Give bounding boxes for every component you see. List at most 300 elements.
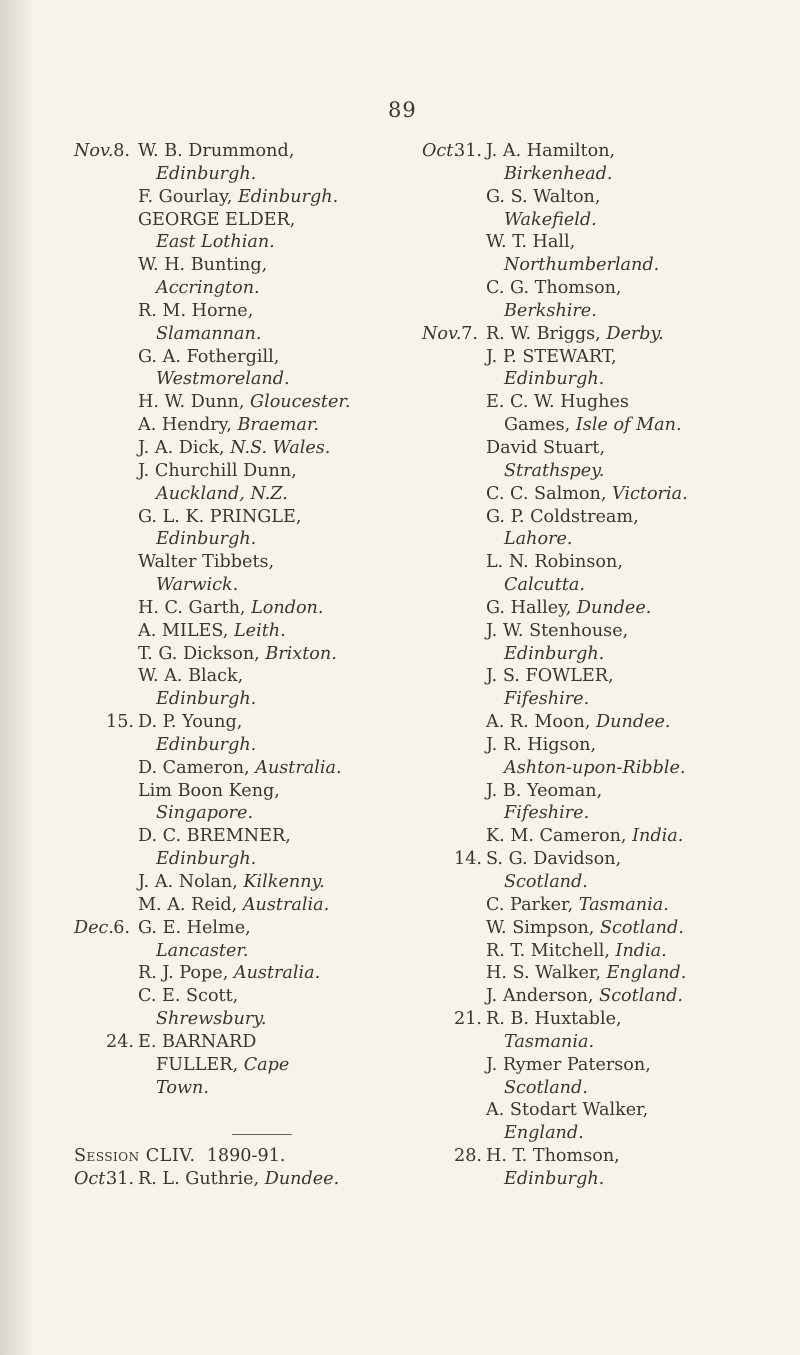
entry-text — [486, 346, 617, 369]
entry-month — [422, 802, 454, 825]
entry-line — [74, 391, 350, 414]
entry-text — [486, 894, 669, 917]
entry-name: A. R. Moon, — [486, 712, 597, 733]
entry-place: Derby. — [606, 323, 664, 344]
entry-name: W. B. Drummond, — [138, 141, 295, 161]
entry-month — [422, 1145, 454, 1168]
entry-month — [74, 734, 106, 757]
entry-name: R. L. Guthrie, — [138, 1168, 265, 1189]
entry-line — [74, 917, 350, 940]
entry-day — [106, 231, 138, 254]
entry-line — [74, 140, 350, 163]
entry-month: Nov. — [422, 323, 462, 344]
entry-place: England. — [504, 1123, 584, 1144]
entry-text — [138, 391, 350, 414]
entry-day — [106, 209, 138, 232]
entry-text — [486, 506, 639, 529]
entry-day — [454, 688, 486, 711]
entry-day — [106, 414, 138, 437]
entry-text — [486, 209, 597, 232]
entry-line — [74, 483, 350, 506]
entry-month — [74, 414, 106, 437]
entry-text — [138, 1168, 339, 1191]
entry-day: 24. — [106, 1031, 134, 1052]
entry-place: Australia. — [255, 757, 342, 778]
entry-day — [454, 231, 486, 254]
entry-text — [138, 186, 338, 209]
entry-month — [422, 368, 454, 391]
entry-line — [422, 506, 688, 529]
entry-month — [422, 665, 454, 688]
entry-line — [74, 665, 350, 688]
entry-month — [422, 757, 454, 780]
entry-line — [422, 346, 688, 369]
entry-place: Gloucester. — [250, 392, 351, 413]
entry-line — [422, 460, 688, 483]
entry-month — [422, 506, 454, 529]
entry-month — [74, 186, 106, 209]
entry-day — [454, 186, 486, 209]
entry-month — [422, 1122, 454, 1145]
entry-name: E. C. W. Hughes — [486, 392, 629, 413]
entry-name: K. M. Cameron, — [486, 826, 633, 847]
entry-text — [138, 780, 280, 803]
entry-text — [486, 665, 614, 688]
entry-day — [454, 665, 486, 688]
entry-day — [454, 1099, 486, 1122]
entry-place: India. — [615, 940, 667, 961]
entry-month: Dec. — [74, 917, 114, 938]
entry-text — [138, 1008, 267, 1031]
entry-name: G. L. K. PRINGLE, — [138, 506, 302, 527]
entry-day — [106, 277, 138, 300]
entry-day: 8. — [113, 141, 130, 161]
entry-line — [74, 848, 350, 871]
entry-day — [454, 300, 486, 323]
entry-text — [138, 643, 337, 666]
entry-place: Cape — [243, 1054, 290, 1075]
entry-line — [422, 917, 688, 940]
entry-line — [74, 551, 350, 574]
entry-place: Fifeshire. — [504, 803, 590, 824]
entry-month — [74, 871, 106, 894]
entry-month — [422, 186, 454, 209]
page-edge-shadow — [0, 0, 34, 1355]
entry-name: C. E. Scott, — [138, 986, 239, 1007]
entry-name: W. Simpson, — [486, 917, 600, 938]
entry-line — [422, 711, 688, 734]
entry-name: D. P. Young, — [138, 712, 243, 733]
entry-place: Edinburgh. — [504, 369, 605, 390]
entry-place: London. — [251, 597, 324, 618]
entry-line — [74, 985, 350, 1008]
entry-text — [138, 940, 248, 963]
entry-line — [422, 825, 688, 848]
entry-text — [486, 688, 589, 711]
entry-month — [74, 254, 106, 277]
entry-month — [74, 802, 106, 825]
entry-text — [138, 277, 260, 300]
entry-line — [422, 1145, 688, 1168]
entry-day — [106, 780, 138, 803]
entry-line — [74, 277, 350, 300]
entry-line — [422, 894, 688, 917]
entry-name: F. Gourlay, — [138, 186, 238, 207]
entry-name: A. Hendry, — [138, 415, 238, 436]
entry-place: England. — [606, 963, 687, 984]
entry-month — [422, 1008, 454, 1031]
left-column — [74, 140, 350, 1191]
entry-text — [138, 962, 320, 985]
entry-day — [106, 962, 138, 985]
entry-text — [138, 460, 297, 483]
entry-day: 6. — [113, 917, 130, 938]
entry-name: J. S. FOWLER, — [486, 666, 614, 687]
entry-day: 28. — [454, 1146, 482, 1167]
entry-day — [106, 323, 138, 346]
entry-month — [422, 734, 454, 757]
entry-text — [486, 620, 628, 643]
entry-line — [422, 871, 688, 894]
entry-place: Fifeshire. — [504, 689, 590, 710]
entry-line — [74, 894, 350, 917]
entry-month — [74, 985, 106, 1008]
entry-day — [454, 1054, 486, 1077]
right-column — [422, 140, 688, 1191]
entry-text — [486, 825, 683, 848]
entry-day: 21. — [454, 1009, 482, 1030]
entry-month: Oct. — [74, 1168, 111, 1189]
entry-text — [138, 917, 251, 940]
entry-line — [422, 780, 688, 803]
entry-text — [138, 985, 238, 1008]
entry-line — [422, 574, 688, 597]
entry-line — [74, 597, 350, 620]
entry-text — [486, 940, 667, 963]
entry-day — [454, 414, 486, 437]
entry-place: Birkenhead. — [504, 163, 613, 184]
entry-line — [74, 186, 350, 209]
entry-name: J. A. Nolan, — [138, 872, 244, 892]
entry-text — [486, 528, 573, 551]
entry-month — [74, 163, 106, 186]
entry-name: E. BARNARD — [138, 1031, 257, 1052]
entry-text — [486, 1031, 594, 1054]
entry-day: 14. — [454, 849, 482, 870]
entry-place: Shrewsbury. — [156, 1009, 267, 1030]
entry-line — [422, 643, 688, 666]
entry-line — [74, 506, 350, 529]
entry-day — [106, 300, 138, 323]
entry-month — [74, 346, 106, 369]
entry-day — [106, 437, 138, 460]
entry-line — [422, 163, 688, 186]
entry-line — [422, 1054, 688, 1077]
entry-place: Brixton. — [265, 643, 337, 664]
entry-month — [422, 1077, 454, 1100]
entry-place: Isle of Man. — [575, 415, 682, 436]
entry-month — [74, 688, 106, 711]
entry-month — [422, 209, 454, 232]
entry-text — [486, 186, 600, 209]
entry-text — [138, 665, 243, 688]
entry-line — [74, 231, 350, 254]
entry-text — [138, 688, 256, 711]
entry-text — [486, 483, 688, 506]
entry-day — [454, 574, 486, 597]
entry-name: R. W. Briggs, — [486, 323, 607, 344]
entry-name: R. J. Pope, — [138, 963, 234, 984]
entry-day — [106, 528, 138, 551]
entry-line — [422, 186, 688, 209]
entry-day — [454, 757, 486, 780]
entry-day — [454, 643, 486, 666]
entry-line — [422, 962, 688, 985]
entry-month — [422, 940, 454, 963]
entry-text — [486, 140, 615, 163]
entry-day — [454, 209, 486, 232]
entry-month — [74, 368, 106, 391]
entry-day — [106, 254, 138, 277]
entry-line — [74, 711, 350, 734]
entry-line — [74, 1031, 350, 1054]
entry-name: H. C. Garth, — [138, 597, 252, 618]
entry-place: India. — [632, 826, 684, 847]
entry-day — [454, 460, 486, 483]
entry-month — [74, 894, 106, 917]
entry-day — [106, 186, 138, 209]
entry-place: Town. — [156, 1077, 209, 1098]
entry-line — [74, 825, 350, 848]
entry-line — [422, 414, 688, 437]
entry-month — [422, 277, 454, 300]
entry-day — [454, 1077, 486, 1100]
entry-line — [74, 802, 350, 825]
entry-place: Lancaster. — [156, 940, 249, 961]
entry-place: Scotland. — [504, 872, 588, 892]
entry-day — [454, 780, 486, 803]
entry-name: L. N. Robinson, — [486, 552, 623, 573]
entry-text — [138, 871, 325, 894]
entry-text — [486, 460, 604, 483]
entry-day — [106, 825, 138, 848]
entry-month — [422, 574, 454, 597]
entry-text — [138, 414, 319, 437]
entry-name: J. A. Dick, — [138, 437, 231, 458]
entry-text — [486, 551, 623, 574]
entry-day: 7. — [461, 323, 478, 344]
entry-name: J. B. Yeoman, — [486, 780, 603, 801]
entry-day — [454, 940, 486, 963]
entry-day — [454, 437, 486, 460]
entry-place: Dundee. — [264, 1168, 340, 1189]
entry-month — [422, 597, 454, 620]
entry-month — [74, 825, 106, 848]
entry-month — [74, 757, 106, 780]
entry-day — [106, 506, 138, 529]
entry-place: Berkshire. — [504, 300, 597, 321]
entry-month — [74, 209, 106, 232]
entry-text — [486, 597, 651, 620]
entry-line — [422, 665, 688, 688]
entry-month — [422, 780, 454, 803]
entry-text — [486, 757, 686, 780]
entry-day — [454, 962, 486, 985]
entry-month — [422, 711, 454, 734]
entry-name: FULLER, — [156, 1054, 244, 1075]
entry-name: S. G. Davidson, — [486, 849, 622, 870]
entry-text — [486, 323, 664, 346]
entry-line — [74, 757, 350, 780]
entry-name: D. Cameron, — [138, 757, 256, 778]
entry-text — [486, 802, 589, 825]
entry-line — [74, 437, 350, 460]
entry-day — [106, 871, 138, 894]
entry-place: Auckland, N.Z. — [156, 483, 288, 504]
entry-month — [422, 894, 454, 917]
entry-name: J. W. Stenhouse, — [486, 620, 629, 641]
entry-name: H. T. Thomson, — [486, 1146, 620, 1167]
entry-text — [486, 962, 686, 985]
entry-place: Scotland. — [504, 1077, 588, 1098]
entry-month — [74, 665, 106, 688]
entry-place: Singapore. — [156, 803, 254, 824]
entry-day — [106, 1008, 138, 1031]
entry-text — [486, 163, 612, 186]
entry-line — [74, 460, 350, 483]
entry-name: R. M. Horne, — [138, 300, 254, 321]
entry-name: J. Rymer Paterson, — [486, 1054, 651, 1075]
entry-place: Kilkenny. — [243, 872, 325, 892]
entry-text — [486, 1168, 604, 1191]
entry-line — [74, 734, 350, 757]
entry-line — [422, 368, 688, 391]
entry-line — [74, 1168, 350, 1191]
entry-name: J. A. Hamilton, — [486, 141, 616, 161]
entry-month — [422, 871, 454, 894]
entry-day — [106, 163, 138, 186]
entry-place: Edinburgh. — [237, 186, 339, 207]
entry-text — [486, 277, 622, 300]
entry-name: A. Stodart Walker, — [486, 1100, 649, 1121]
entry-name: GEORGE ELDER, — [138, 209, 296, 230]
entry-month — [74, 231, 106, 254]
entry-line — [422, 597, 688, 620]
entry-line — [74, 1008, 350, 1031]
entry-month — [422, 962, 454, 985]
entry-day — [106, 574, 138, 597]
entry-day — [454, 734, 486, 757]
entry-text — [486, 734, 596, 757]
entry-place: Northumberland. — [504, 255, 660, 276]
section-divider — [74, 1122, 350, 1145]
entry-name: A. MILES, — [138, 620, 234, 641]
entry-place: N.S. Wales. — [230, 437, 331, 458]
entry-month — [74, 277, 106, 300]
entry-day — [106, 551, 138, 574]
entry-day: 15. — [106, 712, 134, 733]
entry-month — [74, 848, 106, 871]
entry-month — [422, 231, 454, 254]
entry-month — [422, 825, 454, 848]
entry-place: Braemar. — [237, 415, 319, 436]
entry-text — [138, 231, 275, 254]
entry-text — [138, 346, 279, 369]
entry-place: Wakefield. — [504, 209, 597, 230]
entry-line — [74, 368, 350, 391]
entry-day — [106, 734, 138, 757]
entry-text — [486, 643, 604, 666]
entry-text — [486, 231, 575, 254]
entry-month — [74, 962, 106, 985]
entry-name: J. P. STEWART, — [486, 346, 617, 367]
entry-text — [138, 163, 256, 186]
entry-day — [454, 894, 486, 917]
entry-day — [454, 1168, 486, 1191]
entry-line — [422, 940, 688, 963]
entry-day — [454, 346, 486, 369]
entry-month — [422, 643, 454, 666]
entry-line — [74, 209, 350, 232]
entry-text — [486, 917, 684, 940]
entry-text — [486, 1122, 584, 1145]
entry-text — [138, 300, 253, 323]
entry-month — [74, 1031, 106, 1054]
entry-line — [74, 528, 350, 551]
entry-line — [422, 1168, 688, 1191]
entry-text — [138, 1054, 289, 1077]
entry-day — [454, 528, 486, 551]
entry-text — [138, 1077, 209, 1100]
entry-text — [486, 254, 659, 277]
entry-place: Strathspey. — [504, 460, 605, 481]
entry-day — [106, 483, 138, 506]
entry-line — [422, 734, 688, 757]
entry-month — [74, 597, 106, 620]
entry-line — [74, 574, 350, 597]
entry-text — [486, 437, 605, 460]
entry-text — [486, 574, 585, 597]
entry-line — [422, 231, 688, 254]
entry-line — [422, 391, 688, 414]
entry-day — [454, 620, 486, 643]
entry-day: 31. — [106, 1168, 134, 1189]
entry-text — [138, 825, 291, 848]
entry-name: W. H. Bunting, — [138, 255, 268, 276]
entry-month — [74, 300, 106, 323]
entry-name: Walter Tibbets, — [138, 552, 275, 573]
entry-name: G. A. Fothergill, — [138, 346, 280, 367]
entry-month — [422, 528, 454, 551]
entry-day — [454, 277, 486, 300]
entry-day — [106, 368, 138, 391]
entry-name: W. T. Hall, — [486, 232, 576, 253]
entry-text — [486, 1008, 622, 1031]
entry-place: Tasmania. — [578, 894, 669, 915]
entry-line — [422, 688, 688, 711]
entry-name: G. S. Walton, — [486, 186, 601, 207]
entry-text — [486, 985, 683, 1008]
entry-day — [106, 688, 138, 711]
entry-month — [74, 574, 106, 597]
entry-place: Slamannan. — [156, 323, 262, 344]
entry-name: Lim Boon Keng, — [138, 780, 280, 801]
entry-month — [422, 460, 454, 483]
entry-place: Dundee. — [576, 597, 652, 618]
entry-place: Edinburgh. — [504, 1168, 605, 1189]
entry-name: W. A. Black, — [138, 666, 244, 687]
entry-line — [74, 643, 350, 666]
